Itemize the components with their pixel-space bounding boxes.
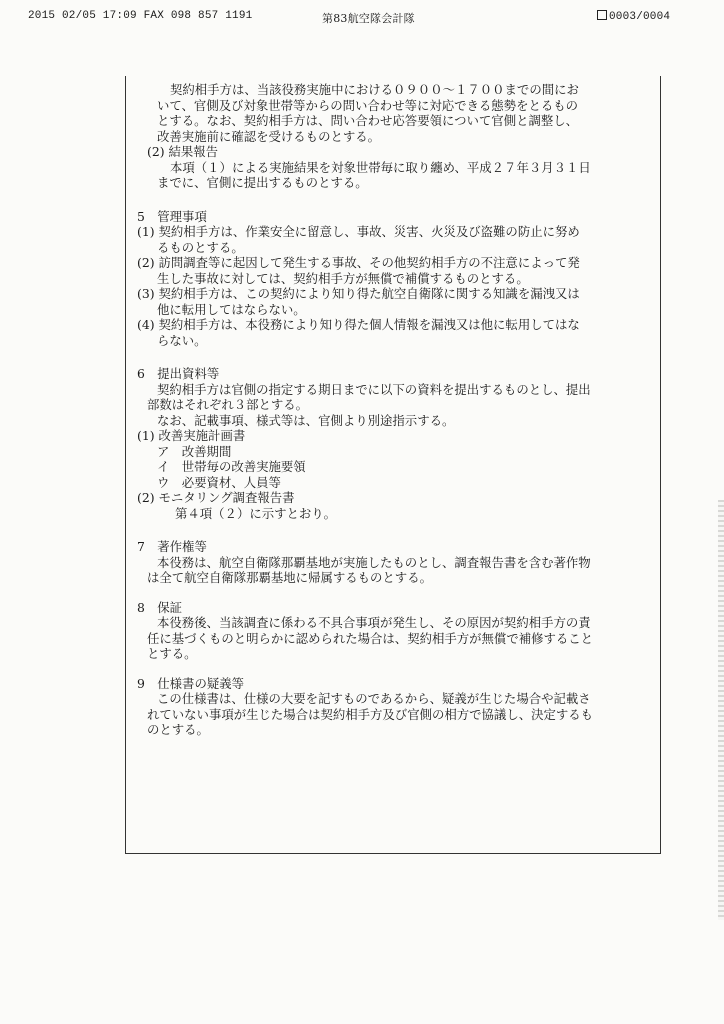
document-body	[137, 82, 657, 738]
page-icon	[597, 10, 607, 20]
fax-header	[0, 10, 724, 26]
paragraph-line: 本役務後、当該調査に係わる不具合事項が発生し、その原因が契約相手方の責	[157, 615, 591, 630]
paragraph-line: 第４項（２）に示すとおり。	[175, 505, 337, 521]
section-heading: 6 提出資料等	[137, 366, 220, 381]
paragraph-line: とする。なお、契約相手方は、問い合わせ応答要領について官側と調整し、	[157, 113, 579, 128]
list-item-continuation: らない。	[157, 332, 207, 348]
paragraph-line: とする。	[147, 646, 197, 661]
list-item: (3) 契約相手方は、この契約により知り得た航空自衛隊に関する知識を漏洩又は	[137, 286, 580, 301]
sub-list-item: ウ 必要資材、人員等	[157, 474, 281, 490]
paragraph-line: 改善実施前に確認を受けるものとする。	[157, 128, 381, 144]
list-item: (4) 契約相手方は、本役務により知り得た個人情報を漏洩又は他に転用してはな	[137, 317, 580, 332]
paragraph-line: 本役務は、航空自衛隊那覇基地が実施したものとし、調査報告書を含む著作物	[157, 554, 591, 570]
list-item: (2) 訪問調査等に起因して発生する事故、その他契約相手方の不注意によって発	[137, 255, 580, 270]
fax-page-counter	[597, 10, 670, 23]
paragraph-line: 契約相手方は、当該役務実施中における０９００～１７００までの間にお	[170, 82, 579, 97]
paragraph-line: なお、記載事項、様式等は、官側より別途指示する。	[157, 412, 455, 428]
section-heading: 7 著作権等	[137, 539, 207, 554]
paragraph-line: 本項（１）による実施結果を対象世帯毎に取り纏め、平成２７年３月３１日	[170, 159, 591, 175]
list-item-continuation: るものとする。	[157, 239, 244, 255]
section-heading: 9 仕様書の疑義等	[137, 675, 245, 691]
sub-list-item: イ 世帯毎の改善実施要領	[157, 459, 306, 474]
sub-list-item: ア 改善期間	[157, 443, 232, 459]
paragraph-line: この仕様書は、仕様の大要を記すものであるから、疑義が生じた場合や記載さ	[157, 691, 591, 706]
item-heading: (2) 結果報告	[147, 144, 219, 159]
section-heading: 5 管理事項	[137, 208, 207, 224]
list-item: (1) 契約相手方は、作業安全に留意し、事故、災害、火災及び盗難の防止に努め	[137, 224, 580, 239]
paragraph-line: 任に基づくものと明らかに認められた場合は、契約相手方が無償で補修すること	[147, 630, 594, 646]
sub-heading: (2) モニタリング調査報告書	[137, 490, 295, 505]
fax-sender-name: 第83航空隊会計隊	[322, 12, 415, 25]
paragraph-line: は全て航空自衛隊那覇基地に帰属するものとする。	[147, 570, 432, 585]
section-heading: 8 保証	[137, 599, 183, 615]
paragraph-line: いて、官側及び対象世帯等からの問い合わせ等に対応できる態勢をとるもの	[157, 97, 579, 113]
paragraph-line: のとする。	[147, 722, 209, 737]
paragraph-line: 部数はそれぞれ３部とする。	[147, 397, 309, 412]
paragraph-line: れていない事項が生じた場合は契約相手方及び官側の相方で協議し、決定するも	[147, 706, 594, 722]
paragraph-line: までに、官側に提出するものとする。	[157, 175, 368, 190]
list-item-continuation: 他に転用してはならない。	[157, 301, 306, 317]
fax-page-number: 0003/0004	[609, 11, 671, 23]
sub-heading: (1) 改善実施計画書	[137, 428, 246, 443]
list-item-continuation: 生した事故に対しては、契約相手方が無償で補償するものとする。	[157, 270, 529, 286]
fax-transmission-info: 2015 02/05 17:09 FAX 098 857 1191	[28, 10, 253, 22]
paragraph-line: 契約相手方は官側の指定する期日までに以下の資料を提出するものとし、提出	[157, 381, 591, 397]
intro-paragraph	[137, 82, 657, 144]
scan-edge-artifact	[718, 500, 724, 920]
